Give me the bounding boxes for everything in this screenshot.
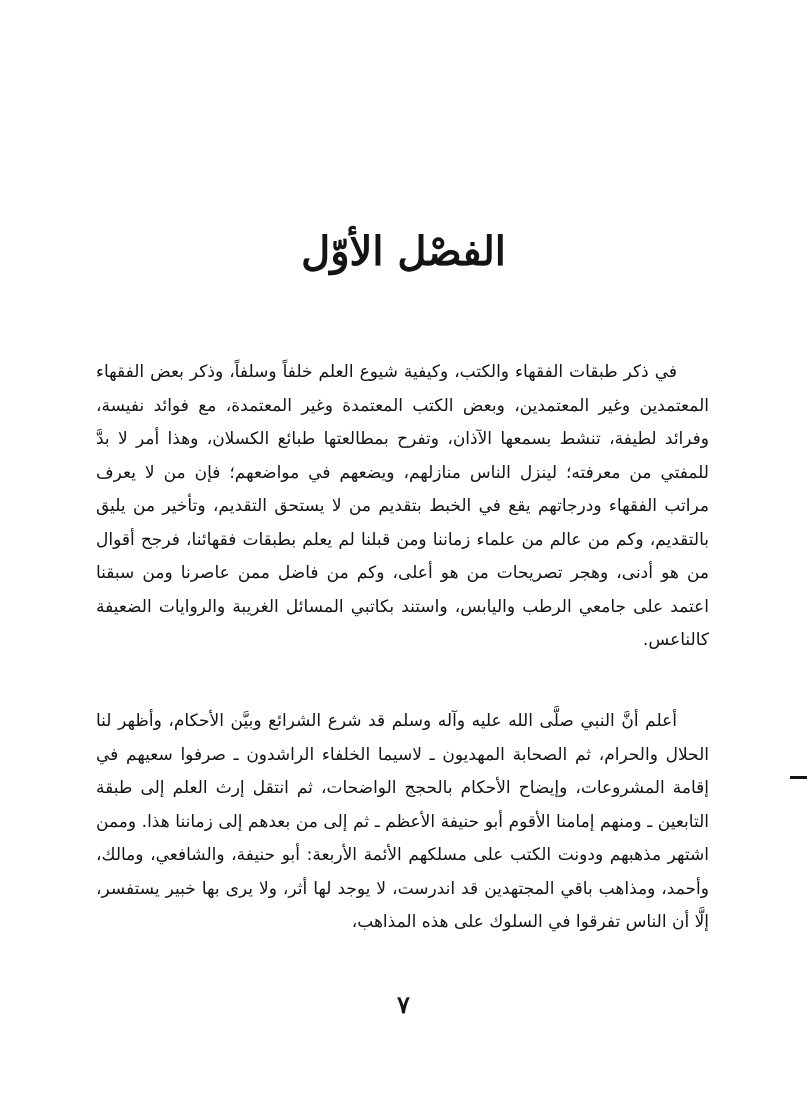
- paragraph-intro: في ذكر طبقات الفقهاء والكتب، وكيفية شيوع العلم خلفاً وسلفاً، وذكر بعض الفقهاء المعتمدين وغير المعتمدين، وبعض الكتب المعتمدة وغير المعتمدة، مع فوائد نفيسة، وفرائد لطيفة، تنشط بسمعها الآذان، وتفرح بمطالعتها طبائع الكسلان، وهذا أمر لا بدَّ للمفتي من معرفته؛ لينزل الناس منازلهم، ويضعهم في مواضعهم؛ فإن من لا يعرف مراتب الفقهاء ودرجاتهم يقع في الخبط بتقديم من لا يستحق التقديم، وتأخير من يليق بالتقديم، وكم من عالم من علماء زماننا ومن قبلنا لم يعلم بطبقات فقهائنا، فرجح أقوال من هو أدنى، وهجر تصريحات من هو أعلى، وكم من فاضل ممن عاصرنا ومن سبقنا اعتمد على جامعي الرطب واليابس، واستند بكاتبي المسائل الغريبة والروايات الضعيفة كالناعس.: [96, 362, 709, 650]
- paragraph-main: أعلم أنَّ النبي صلَّى الله عليه وآله وسلم قد شرع الشرائع وبيَّن الأحكام، وأظهر لنا الحلال والحرام، ثم الصحابة المهديون ـ لاسيما الخلفاء الراشدون ـ صرفوا سعيهم في إقامة المشروعات، وإيضاح الأحكام بالحجج الواضحات، ثم انتقل إرث العلم إلى طبقة التابعين ـ ومنهم إمامنا الأقوم أبو حنيفة الأعظم ـ ثم إلى من بعدهم إلى زماننا هذا. وممن اشتهر مذهبهم ودونت الكتب على مسلكهم الأئمة الأربعة: أبو حنيفة، والشافعي، ومالك، وأحمد، ومذاهب باقي المجتهدين قد اندرست، لا يوجد لها أثر، ولا يرى بها خبير يستفسر، إلَّا أن الناس تفرقوا في السلوك على هذه المذاهب،: [96, 711, 709, 932]
- page-number: ٧: [397, 990, 410, 1019]
- margin-mark: [790, 776, 807, 779]
- chapter-title: الفصْل الأوّل: [301, 228, 506, 275]
